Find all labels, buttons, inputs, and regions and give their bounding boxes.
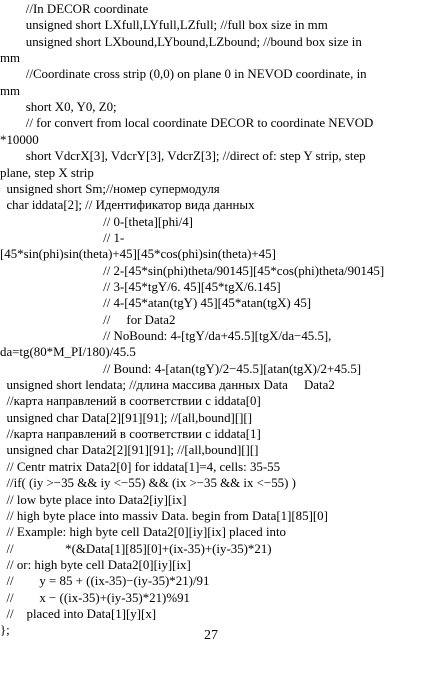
code-line: // *(&Data[1][85][0]+(ix-35)+(iy-35)*21) — [0, 541, 272, 556]
code-line: // for convert from local coordinate DECOR to coordinate NEVOD — [0, 116, 374, 131]
page-number: 27 — [204, 628, 218, 643]
code-line: // or: high byte cell Data2[0][iy][ix] — [0, 557, 191, 572]
code-line: da=tg(80*M_PI/180)/45.5 — [0, 345, 136, 360]
code-line: // Centr matrix Data2[0] for iddata[1]=4, cells: 35-55 — [0, 459, 281, 474]
code-line: unsigned short LXfull,LYfull,LZfull; //full box size in mm — [0, 18, 328, 33]
code-line: *10000 — [0, 132, 39, 147]
code-line: // placed into Data[1][y][x] — [0, 606, 157, 621]
code-line: //In DECOR coordinate — [0, 2, 149, 16]
code-line: // NoBound: 4-[tgY/da+45.5][tgX/da−45.5], — [0, 329, 332, 343]
code-line: mm — [0, 83, 21, 98]
code-line: // y = 85 + ((ix-35)−(iy-35)*21)/91 — [0, 574, 210, 589]
code-line: short VdcrX[3], VdcrY[3], VdcrZ[3]; //direct of: step Y strip, step — [0, 149, 366, 164]
code-line: mm — [0, 51, 21, 66]
code-line: [45*sin(phi)sin(theta)+45][45*cos(phi)sin(theta)+45] — [0, 247, 276, 262]
code-line: // 0-[theta][phi/4] — [0, 214, 193, 229]
code-line: //if( (iy >−35 && iy <−55) && (ix >−35 && ix <−55) ) — [0, 476, 296, 491]
code-line: //Coordinate cross strip (0,0) on plane 0 in NEVOD coordinate, in — [0, 67, 367, 82]
code-line: plane, step X strip — [0, 165, 94, 180]
code-line: }; — [0, 623, 10, 638]
code-line: unsigned short Sm;//номер супермодуля — [0, 181, 220, 196]
code-line: // 2-[45*sin(phi)theta/90145][45*cos(phi)theta/90145] — [0, 263, 385, 278]
code-line: // 1- — [0, 230, 125, 245]
code-line: // Example: high byte cell Data2[0][iy][ix] placed into — [0, 525, 287, 540]
code-line: // x − ((ix-35)+(iy-35)*21)%91 — [0, 590, 190, 605]
code-line: //карта направлений в соответствии с iddata[0] — [0, 394, 261, 409]
code-line: // 3-[45*tgY/6. 45][45*tgX/6.145] — [0, 279, 281, 294]
code-line: unsigned short LXbound,LYbound,LZbound; //bound box size in — [0, 34, 362, 49]
code-line: char iddata[2]; // Идентификатор вида данных — [0, 198, 255, 213]
code-line: //карта направлений в соответствии с iddata[1] — [0, 427, 261, 442]
code-line: // 4-[45*atan(tgY) 45][45*atan(tgX) 45] — [0, 296, 312, 311]
code-line: unsigned short lendata; //длина массива данных Data Data2 — [0, 378, 335, 393]
code-line: short X0, Y0, Z0; — [0, 100, 117, 115]
code-line: unsigned char Data[2][91][91]; //[all,bound][][] — [0, 410, 252, 425]
code-line: // low byte place into Data2[iy][ix] — [0, 492, 187, 507]
code-line: // high byte place into massiv Data. begin from Data[1][85][0] — [0, 508, 328, 523]
code-line: // Bound: 4-[atan(tgY)/2−45.5][atan(tgX)/2+45.5] — [0, 361, 362, 376]
code-line: // for Data2 — [0, 312, 176, 327]
code-line: unsigned char Data2[2][91][91]; //[all,bound][][] — [0, 443, 259, 458]
